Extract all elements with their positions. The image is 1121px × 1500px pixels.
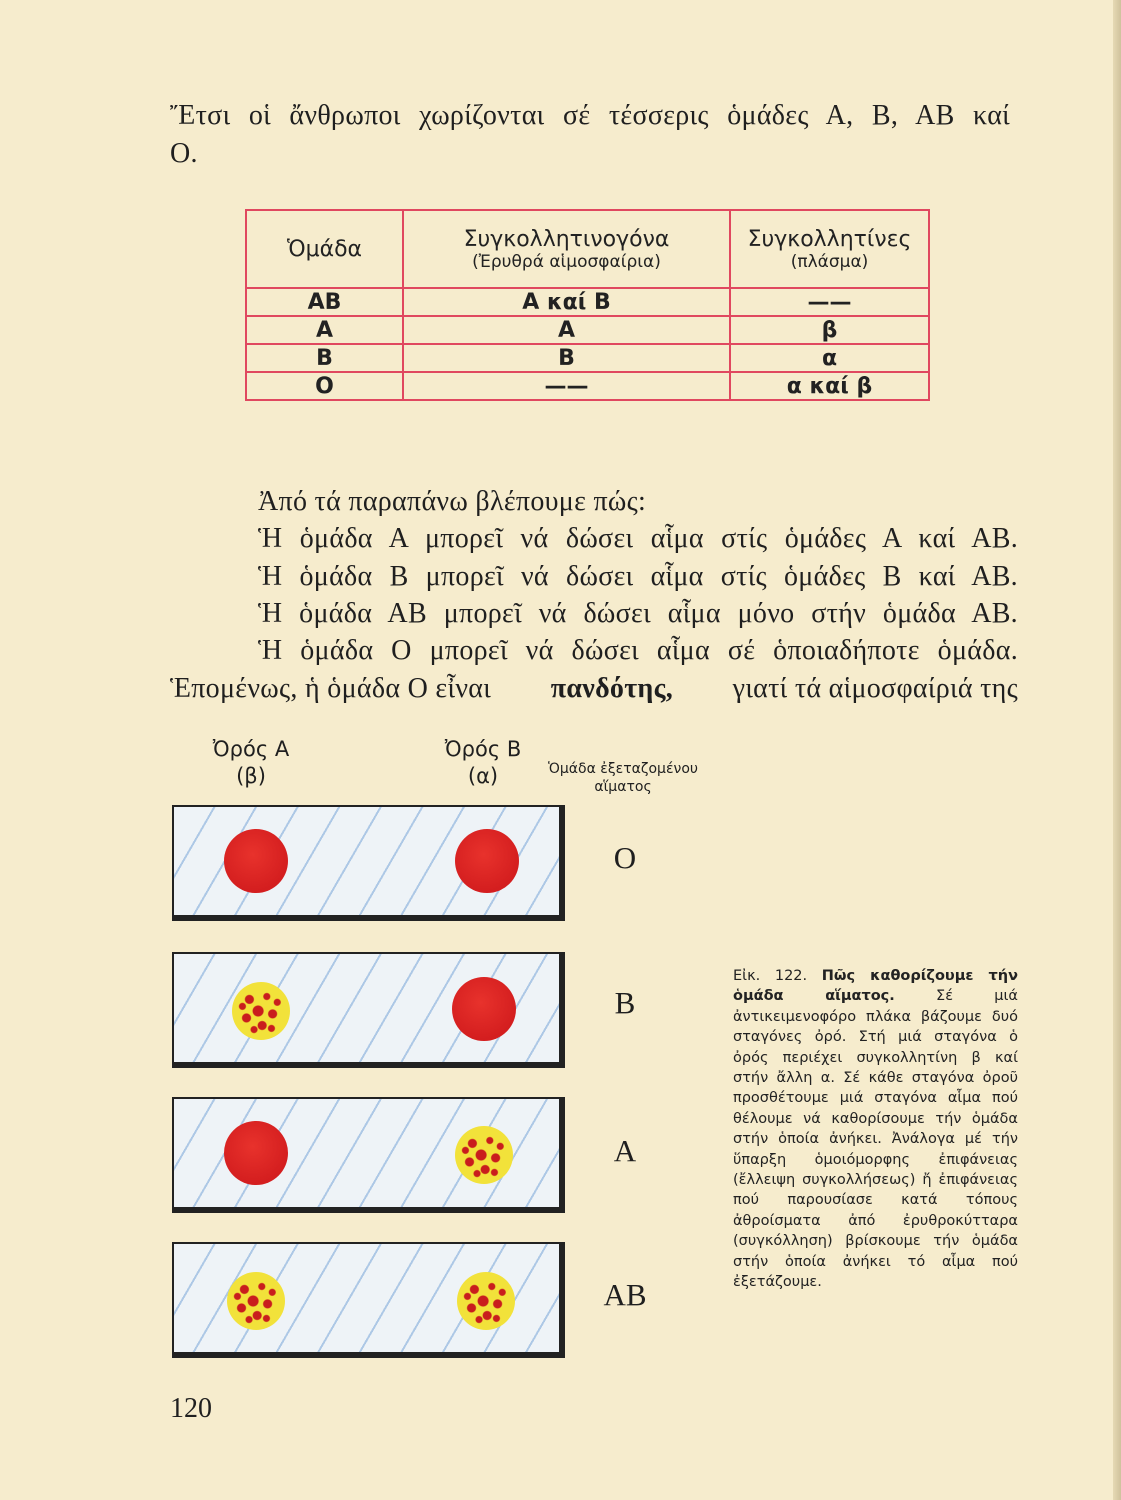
table-cell: ——: [403, 372, 730, 400]
intro-line-1: Ἔτσι οἱ ἄνθρωποι χωρίζονται σέ τέσσερις ὁμάδες Α, Β, ΑΒ καί: [170, 100, 1010, 131]
tested-blood-label: Ὁμάδα ἐξεταζομένου αἵματος: [548, 761, 698, 795]
row-label-a: Α: [613, 1133, 637, 1168]
blood-group-table: [245, 209, 930, 401]
table-cell: β: [730, 316, 929, 344]
paragraph-line-3: Ἡ ὁμάδα Β μπορεῖ νά δώσει αἷμα στίς ὁμάδες Β καί ΑΒ.: [258, 561, 1018, 592]
header-agglutinins: Συγκολλητίνες (πλάσμα): [730, 210, 929, 288]
figure-caption: [733, 966, 1018, 1293]
paragraph-line-6-end: γιατί τά αἱμοσφαίριά της: [732, 673, 1018, 704]
table-row: [246, 316, 929, 344]
table-cell: ΑΒ: [246, 288, 403, 316]
table-row: [246, 372, 929, 400]
table-cell: Α: [246, 316, 403, 344]
table-cell: Β: [403, 344, 730, 372]
table-cell: ——: [730, 288, 929, 316]
row-label-ab: ΑΒ: [603, 1277, 647, 1312]
table-cell: Α καί Β: [403, 288, 730, 316]
paragraph-line-2: Ἡ ὁμάδα Α μπορεῖ νά δώσει αἷμα στίς ὁμάδες Α καί ΑΒ.: [258, 523, 1018, 554]
table-cell: α: [730, 344, 929, 372]
table-cell: Β: [246, 344, 403, 372]
header-group: Ὁμάδα: [246, 210, 403, 288]
table-cell: Α: [403, 316, 730, 344]
serum-a-label: Ὀρός Α (β): [212, 737, 290, 788]
page-edge: [1113, 0, 1121, 1500]
table-header-row: [246, 210, 929, 288]
paragraph-line-6-start: Ἑπομένως, ἡ ὁμάδα Ο εἶναι: [170, 673, 492, 704]
table-cell: Ο: [246, 372, 403, 400]
pandotis-bold: πανδότης,: [550, 673, 674, 704]
table-cell: α καί β: [730, 372, 929, 400]
slide-group-o: [172, 805, 565, 921]
slide-group-ab: [172, 1242, 565, 1358]
drop-agglutinated-left: [232, 982, 290, 1040]
row-label-b: Β: [614, 985, 636, 1020]
drop-uniform-right: [455, 829, 519, 893]
paragraph-line-4: Ἡ ὁμάδα ΑΒ μπορεῖ νά δώσει αἷμα μόνο στήν ὁμάδα ΑΒ.: [258, 598, 1018, 629]
drop-agglutinated-right: [457, 1272, 515, 1330]
slide-group-a: [172, 1097, 565, 1213]
drop-uniform-right: [452, 977, 516, 1041]
paragraph-line-1: Ἀπό τά παραπάνω βλέπουμε πώς:: [258, 486, 647, 517]
caption-title: Πῶς καθορίζουμε τήν ὁμάδα αἵματος.: [733, 968, 1018, 1005]
drop-agglutinated-left: [227, 1272, 285, 1330]
drop-uniform-left: [224, 1121, 288, 1185]
table-row: [246, 344, 929, 372]
slide-group-b: [172, 952, 565, 1068]
drop-uniform-left: [224, 829, 288, 893]
page-number: 120: [170, 1393, 212, 1424]
paragraph-line-6: [170, 673, 1018, 705]
caption-body: Σέ μιά ἀντικειμενοφόρο πλάκα βάζουμε δυό σταγόνες ὀρό. Στή μιά σταγόνα ὁ ὀρός περιέχει συγκολλητίνη β καί στήν ἄλλη α. Σέ κάθε σταγόνα ὀροῦ προσθέτουμε μιά σταγόνα αἷμα πού θέλουμε νά καθορίσουμε τήν ὁμάδα στήν ὁποία ἀνήκει. Ἀνάλογα μέ τήν ὕπαρξη ὁμοιόμορφης ἐπιφάνειας (ἔλλειψη συγκολλήσεως) ἤ ἐπιφάνειας πού παρουσίασε κατά τόπους ἀθροίσματα ἀπό ἐρυθροκύτταρα (συγκόλληση) βρίσκουμε τήν ὁμάδα στήν ὁποία ἀνήκει τό αἷμα πού ἐξετάζουμε.: [733, 988, 1018, 1291]
caption-number: Εἰκ. 122.: [733, 968, 808, 984]
paragraph-line-5: Ἡ ὁμάδα Ο μπορεῖ νά δώσει αἷμα σέ ὁποιαδήποτε ὁμάδα.: [258, 635, 1018, 666]
serum-b-label: Ὀρός Β (α): [444, 737, 522, 788]
intro-line-2: Ο.: [170, 138, 198, 169]
drop-agglutinated-right: [455, 1126, 513, 1184]
row-label-o: Ο: [613, 840, 637, 875]
header-agglutinogens: Συγκολλητινογόνα (Ἐρυθρά αἱμοσφαίρια): [403, 210, 730, 288]
table-row: [246, 288, 929, 316]
